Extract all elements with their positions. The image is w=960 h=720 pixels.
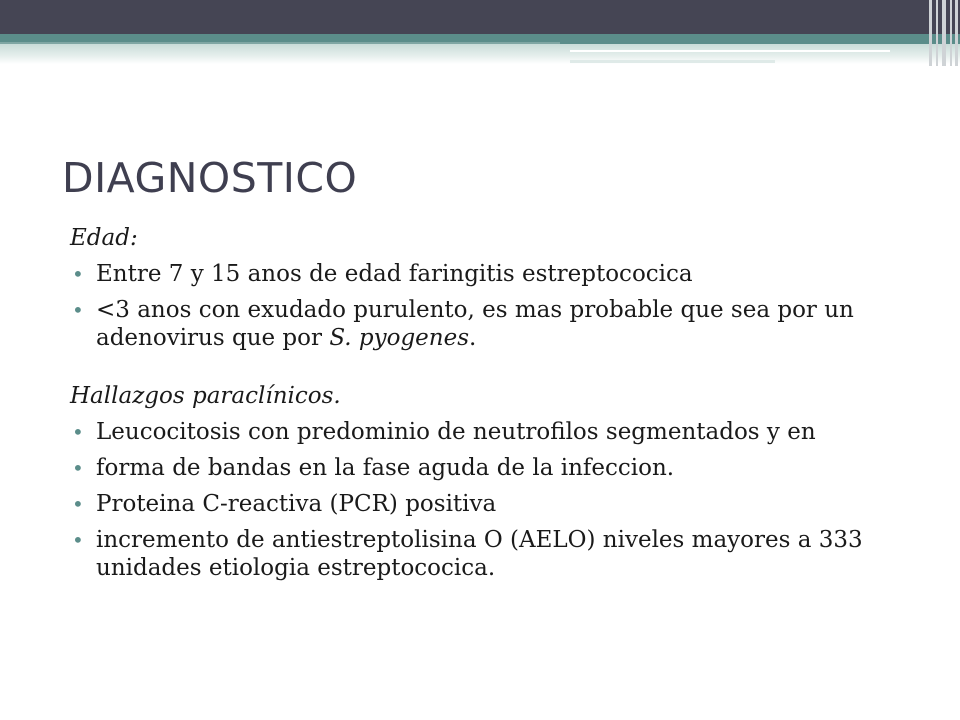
list-item — [70, 418, 930, 446]
header-accent-line — [0, 42, 560, 44]
list-item-text: Entre 7 y 15 anos de edad faringitis estreptococica — [96, 261, 693, 287]
section-label-hallazgos: Hallazgos paraclínicos. — [70, 383, 341, 409]
list-item — [70, 260, 930, 288]
list-item-text: Leucocitosis con predominio de neutrofilos segmentados y en — [96, 419, 816, 445]
bullet-list-edad — [70, 260, 930, 352]
bullet-icon: • — [72, 456, 84, 480]
list-item — [70, 454, 930, 482]
list-item — [70, 526, 930, 582]
list-item — [70, 296, 930, 352]
list-item-text: <3 anos con exudado purulento, es mas probable que sea por un adenovirus que por — [96, 297, 854, 351]
header-highlight-line — [570, 50, 890, 52]
list-item-text: forma de bandas en la fase aguda de la infeccion. — [96, 455, 675, 481]
header-band-dark — [0, 0, 960, 34]
section-label-edad: Edad: — [70, 225, 138, 251]
list-item — [70, 490, 930, 518]
bullet-list-hallazgos — [70, 418, 930, 582]
list-item-text-end: . — [469, 325, 477, 351]
bullet-icon: • — [72, 262, 84, 286]
list-item-text: incremento de antiestreptolisina O (AELO) niveles mayores a 333 unidades etiologia estreptococica. — [96, 527, 863, 581]
bullet-icon: • — [72, 528, 84, 552]
bullet-icon: • — [72, 298, 84, 322]
list-item-text: Proteina C-reactiva (PCR) positiva — [96, 491, 497, 517]
slide-body — [70, 224, 930, 590]
header-band-pale — [0, 44, 960, 64]
bullet-icon: • — [72, 420, 84, 444]
slide-title: DIAGNOSTICO — [62, 154, 358, 202]
bullet-icon: • — [72, 492, 84, 516]
header-corner-stripes — [925, 0, 960, 66]
species-name: S. pyogenes — [329, 325, 470, 351]
header-highlight-line-short — [570, 60, 775, 63]
